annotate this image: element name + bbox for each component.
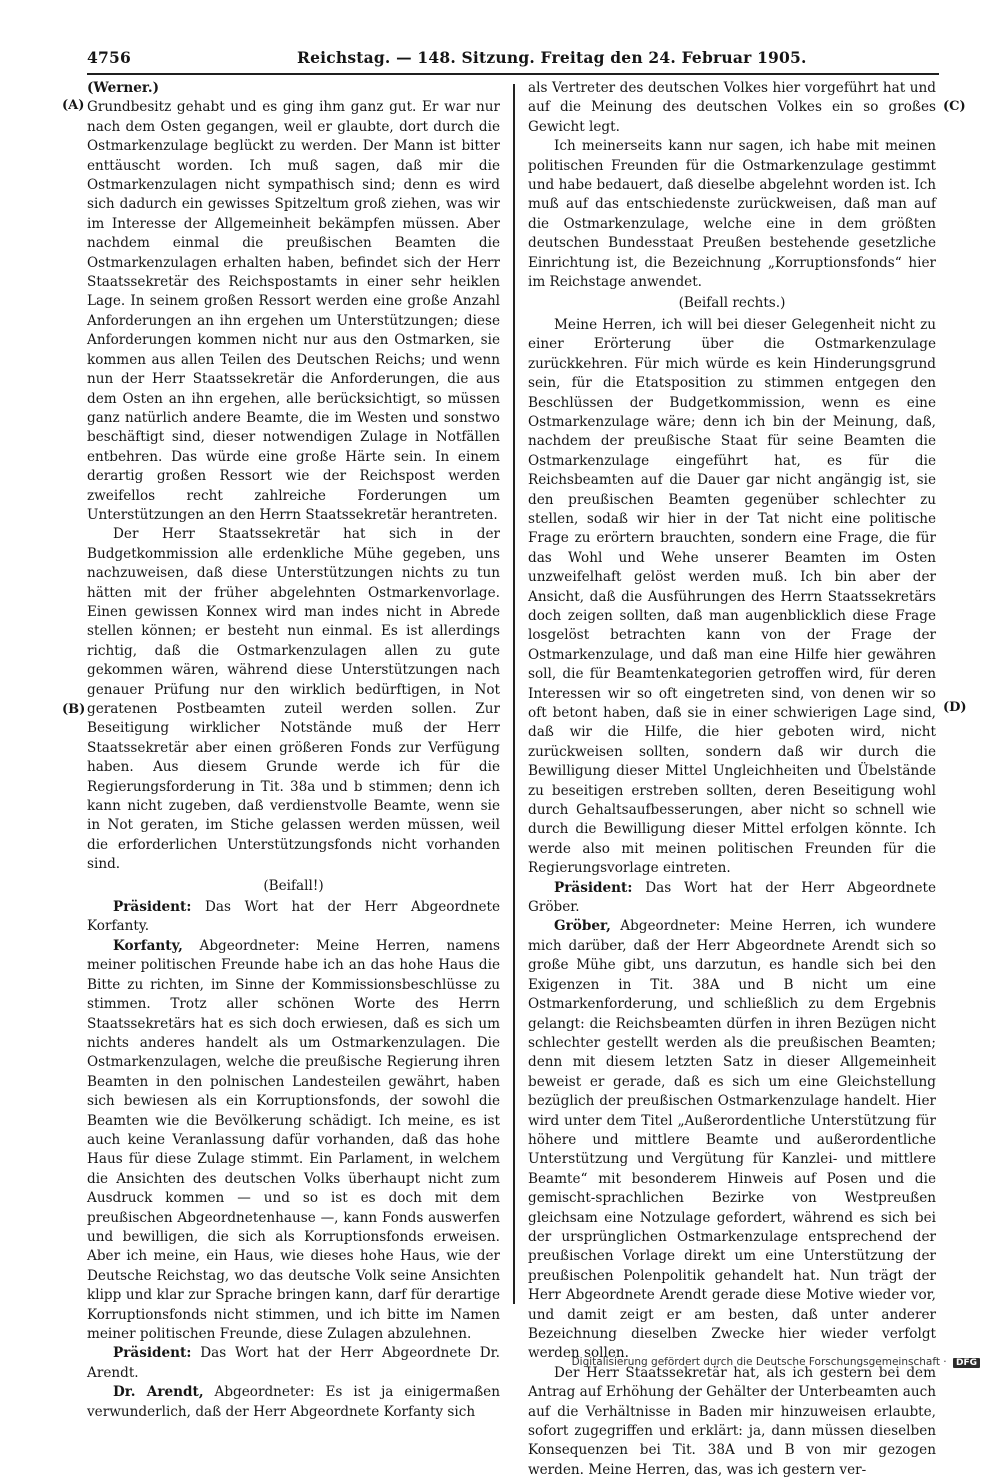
page-header: [87, 46, 999, 70]
applause-note: (Beifall!): [263, 877, 324, 894]
applause-note: (Beifall rechts.): [678, 295, 786, 312]
president-speech: Präsident: Das Wort hat der Herr Abgeordnete Dr. Arendt.: [87, 1345, 500, 1381]
korfanty-speech: Korfanty, Abgeordneter: Meine Herren, namens meiner politischen Freunde habe ich an das hohe Haus die Bitte zu richten, im Sinne der Kommissionsbeschlüsse zu stimmen. Trotz aller schönen Worte des Herrn Staatssekretärs hat es sich doch erwiesen, daß es sich um nichts anderes handelt als um Ostmarkenzulagen. Die Ostmarkenzulagen, welche die preußische Regierung ihren Beamten in den polnischen Landesteilen gewährt, haben sich bewiesen als ein Korruptionsfonds, der sowohl die Beamten wie die Bevölkerung schädigt. Ich meine, es ist auch keine Veranlassung dafür vorhanden, daß das hohe Haus für diese Zulage stimmt. Ein Parlament, in welchem die Ansichten des deutschen Volks überhaupt nicht zum Ausdruck kommen — und so ist es doch mit dem preußischen Abgeordnetenhause —, kann Fonds auswerfen und bewilligen, die sich als Korruptionsfonds erweisen. Aber ich meine, ein Haus, wie dieses hohe Haus, wie der Deutsche Reichstag, wo das deutsche Volk seine Ansichten klipp und klar zur Sprache bringen kann, darf für derartige Korruptionsfonds nicht stimmen, und ich bitte im Namen meiner politischen Freunde, diese Zulagen abzulehnen.: [87, 937, 500, 1342]
paragraph: Meine Herren, ich will bei dieser Gelegenheit nicht zu einer Erörterung über die Ostmarkenzulage zurückkehren. Für mich würde es kein Hinderungsgrund sein, für die Etatsposition zu stimmen entgegen den Beschlüssen der Budgetkommission, wenn es eine Ostmarkenzulage wäre; denn ich bin der Meinung, daß, nachdem der preußische Staat für seine Beamten die Ostmarkenzulage eingeführt hat, es für die Reichsbeamten auf die Dauer gar nicht angängig ist, sie den preußischen Beamten gegenüber schlechter zu stellen, sodaß wir hier in der Tat nicht eine politische Frage zu erörtern brauchten, sondern eine Frage, die für das Wohl und Wehe unserer Beamten im Osten unzweifelhaft gelöst werden muß. Ich bin aber der Ansicht, daß die Ausführungen des Herrn Staatssekretärs doch zeigen sollten, daß man augenblicklich diese Frage losgelöst betrachten kann von der Frage der Ostmarkenzulage, und daß man eine Hilfe hier gewähren soll, die für Beamtenkategorien getroffen wird, für deren Interessen wir so oft eingetreten sind, von denen wir so oft betont haben, daß sie in einer schwierigen Lage sind, daß wir die Hilfe, die hier geboten wird, nicht zurückweisen sollten, sondern daß wir durch die Bewilligung dieser Mittel Ungleichheiten und Übelstände zu beseitigen erstreben sollten, deren Beseitigung wohl durch Gehaltsaufbesserungen, aber nicht so schnell wie durch die Bewilligung dieser Mittel erfolgen könnte. Ich werde also mit meinen politischen Freunden für die Regierungsvorlage eintreten.: [528, 316, 936, 877]
paragraph: Grundbesitz gehabt und es ging ihm ganz gut. Er war nur nach dem Osten gegangen, weil er glaubte, dort durch die Ostmarkenzulage beglückt zu werden. Der Mann ist bitter enttäuscht worden. Ich muß sagen, daß mir die Ostmarkenzulagen nicht sympathisch sind; denn es wird sich dadurch ein gewisses Spitzeltum groß ziehen, was wir im Interesse der Allgemeinheit bekämpfen müssen. Aber nachdem einmal die preußischen Beamten die Ostmarkenzulagen erhalten haben, befindet sich der Herr Staatssekretär des Reichspostamts in einer sehr heiklen Lage. In seinem großen Ressort werden eine große Anzahl Anforderungen an ihn ergehen um Unterstützungen; diese Anforderungen kommen nicht nur aus den Ostmarken, sie kommen aus allen Teilen des Deutschen Reichs; und wenn nun der Herr Staatssekretär die Anforderungen, die aus dem Osten an ihn ergehen, alle berücksichtigt, so müssen ganz natürlich andere Beamte, die im Westen und sonstwo beschäftigt sind, dieser notwendigen Zulage in Notfällen entbehren. Das würde eine große Härte sein. In einem derartig großen Ressort wie der Reichspost werden zweifellos recht zahlreiche Forderungen um Unterstützungen an den Herrn Staatssekretär herantreten.: [87, 99, 500, 523]
margin-marker-c: (C): [943, 99, 966, 114]
paragraph: Ich meinerseits kann nur sagen, ich habe mit meinen politischen Freunden für die Ostmarkenzulage gestimmt und habe bedauert, daß dieselbe abgelehnt worden ist. Ich muß auf das entschiedenste zurückweisen, daß man auf die Ostmarkenzulage, welche eine in dem größten deutschen Bundesstaat Preußen bestehende gesetzliche Einrichtung ist, die Bezeichnung „Korruptionsfonds“ hier im Reichstage anwendet.: [528, 138, 936, 291]
margin-marker-b: (B): [62, 702, 86, 717]
arendt-speech: Dr. Arendt, Abgeordneter: Es ist ja einigermaßen verwunderlich, daß der Herr Abgeordnete Korfanty sich: [87, 1384, 500, 1420]
page-number: 4756: [87, 48, 131, 67]
speaker-tag: (Werner.): [87, 80, 160, 96]
president-speech: Präsident: Das Wort hat der Herr Abgeordnete Gröber.: [528, 879, 936, 916]
left-column: [87, 79, 501, 1420]
margin-marker-d: (D): [943, 700, 967, 715]
dfg-logo: DFG: [953, 1358, 980, 1368]
column-divider: [513, 84, 515, 1304]
president-speech: Präsident: Das Wort hat der Herr Abgeordnete Korfanty.: [87, 899, 501, 935]
paragraph: als Vertreter des deutschen Volkes hier vorgeführt hat und auf die Meinung des deutschen Volkes ein so großes Gewicht legt.: [528, 80, 936, 135]
margin-marker-a: (A): [62, 98, 85, 113]
running-title: Reichstag. — 148. Sitzung. Freitag den 24. Februar 1905.: [297, 48, 807, 67]
header-rule: [87, 73, 939, 75]
groeber-speech: Gröber, Abgeordneter: Meine Herren, ich wundere mich darüber, daß der Herr Abgeordnete Arendt sich so große Mühe gibt, uns darzutun, es handle sich bei den Exigenzen in Tit. 38A und B nicht um eine Ostmarkenforderung, und schließlich zu dem Ergebnis gelangt: die Reichsbeamten dürfen in ihren Bezügen nicht schlechter gestellt werden als die preußischen Beamten; denn mit diesem letzten Satz in dieser Allgemeinheit beweist er gerade, daß es sich um eine Gleichstellung bezüglich der preußischen Ostmarkenzulage handelt. Hier wird unter dem Titel „Außerordentliche Unterstützung für höhere und mittlere Beamte und außerordentliche Unterstützung und Vergütung für Kanzlei- und mittlere Beamte“ mit besonderem Hinweis auf Posen und die gemischt-sprachlichen Bezirke von Westpreußen gleichsam eine Notzulage gefordert, während es sich bei der ursprünglichen Ostmarkenzulage entsprechend der preußischen Vorlage direkt um eine Unterstützung der preußischen Polenpolitik gehandelt hat. Nun trägt der Herr Abgeordnete Arendt gerade diese Motive wieder vor, und damit zeigt er am besten, daß unter anderer Bezeichnung dieselben Zwecke hier wieder verfolgt werden sollen.: [528, 918, 936, 1362]
digitization-footer: [572, 1356, 980, 1368]
paragraph: Der Herr Staatssekretär hat, als ich gestern bei dem Antrag auf Erhöhung der Gehälter der Unterbeamten auch auf die Verhältnisse in Baden mir hinzuweisen erlaubte, sofort zugegriffen und erklärt: ja, dann müssen dieselben Konsequenzen bei Tit. 38A und B von mir gezogen werden. Meine Herren, das, was ich gestern ver-: [528, 1364, 936, 1478]
paragraph: Der Herr Staatssekretär hat sich in der Budgetkommission alle erdenkliche Mühe gegeben, uns nachzuweisen, daß diese Unterstützungen nichts zu tun hätten mit der früher abgelehnten Ostmarkenvorlage. Einen gewissen Konnex wird man indes nicht in Abrede stellen können; er besteht nun einmal. Es ist allerdings richtig, daß die Ostmarkenzulagen allen zu gute gekommen wären, während diese Unterstützungen nach genauer Prüfung nur den wirklich bedürftigen, in Not geratenen Postbeamten zuteil werden sollen. Zur Beseitigung wirklicher Notstände muß der Herr Staatssekretär aber einen größeren Fonds zur Verfügung haben. Aus diesem Grunde werde ich für die Regierungsforderung in Tit. 38a und b stimmen; denn ich kann nicht zugeben, daß verdienstvolle Beamte, wenn sie in Not geraten, im Stiche gelassen werden müssen, weil die erforderlichen Unterstützungsfonds nicht vorhanden sind.: [87, 526, 500, 873]
footer-text: Digitalisierung gefördert durch die Deutsche Forschungsgemeinschaft ·: [571, 1356, 947, 1368]
